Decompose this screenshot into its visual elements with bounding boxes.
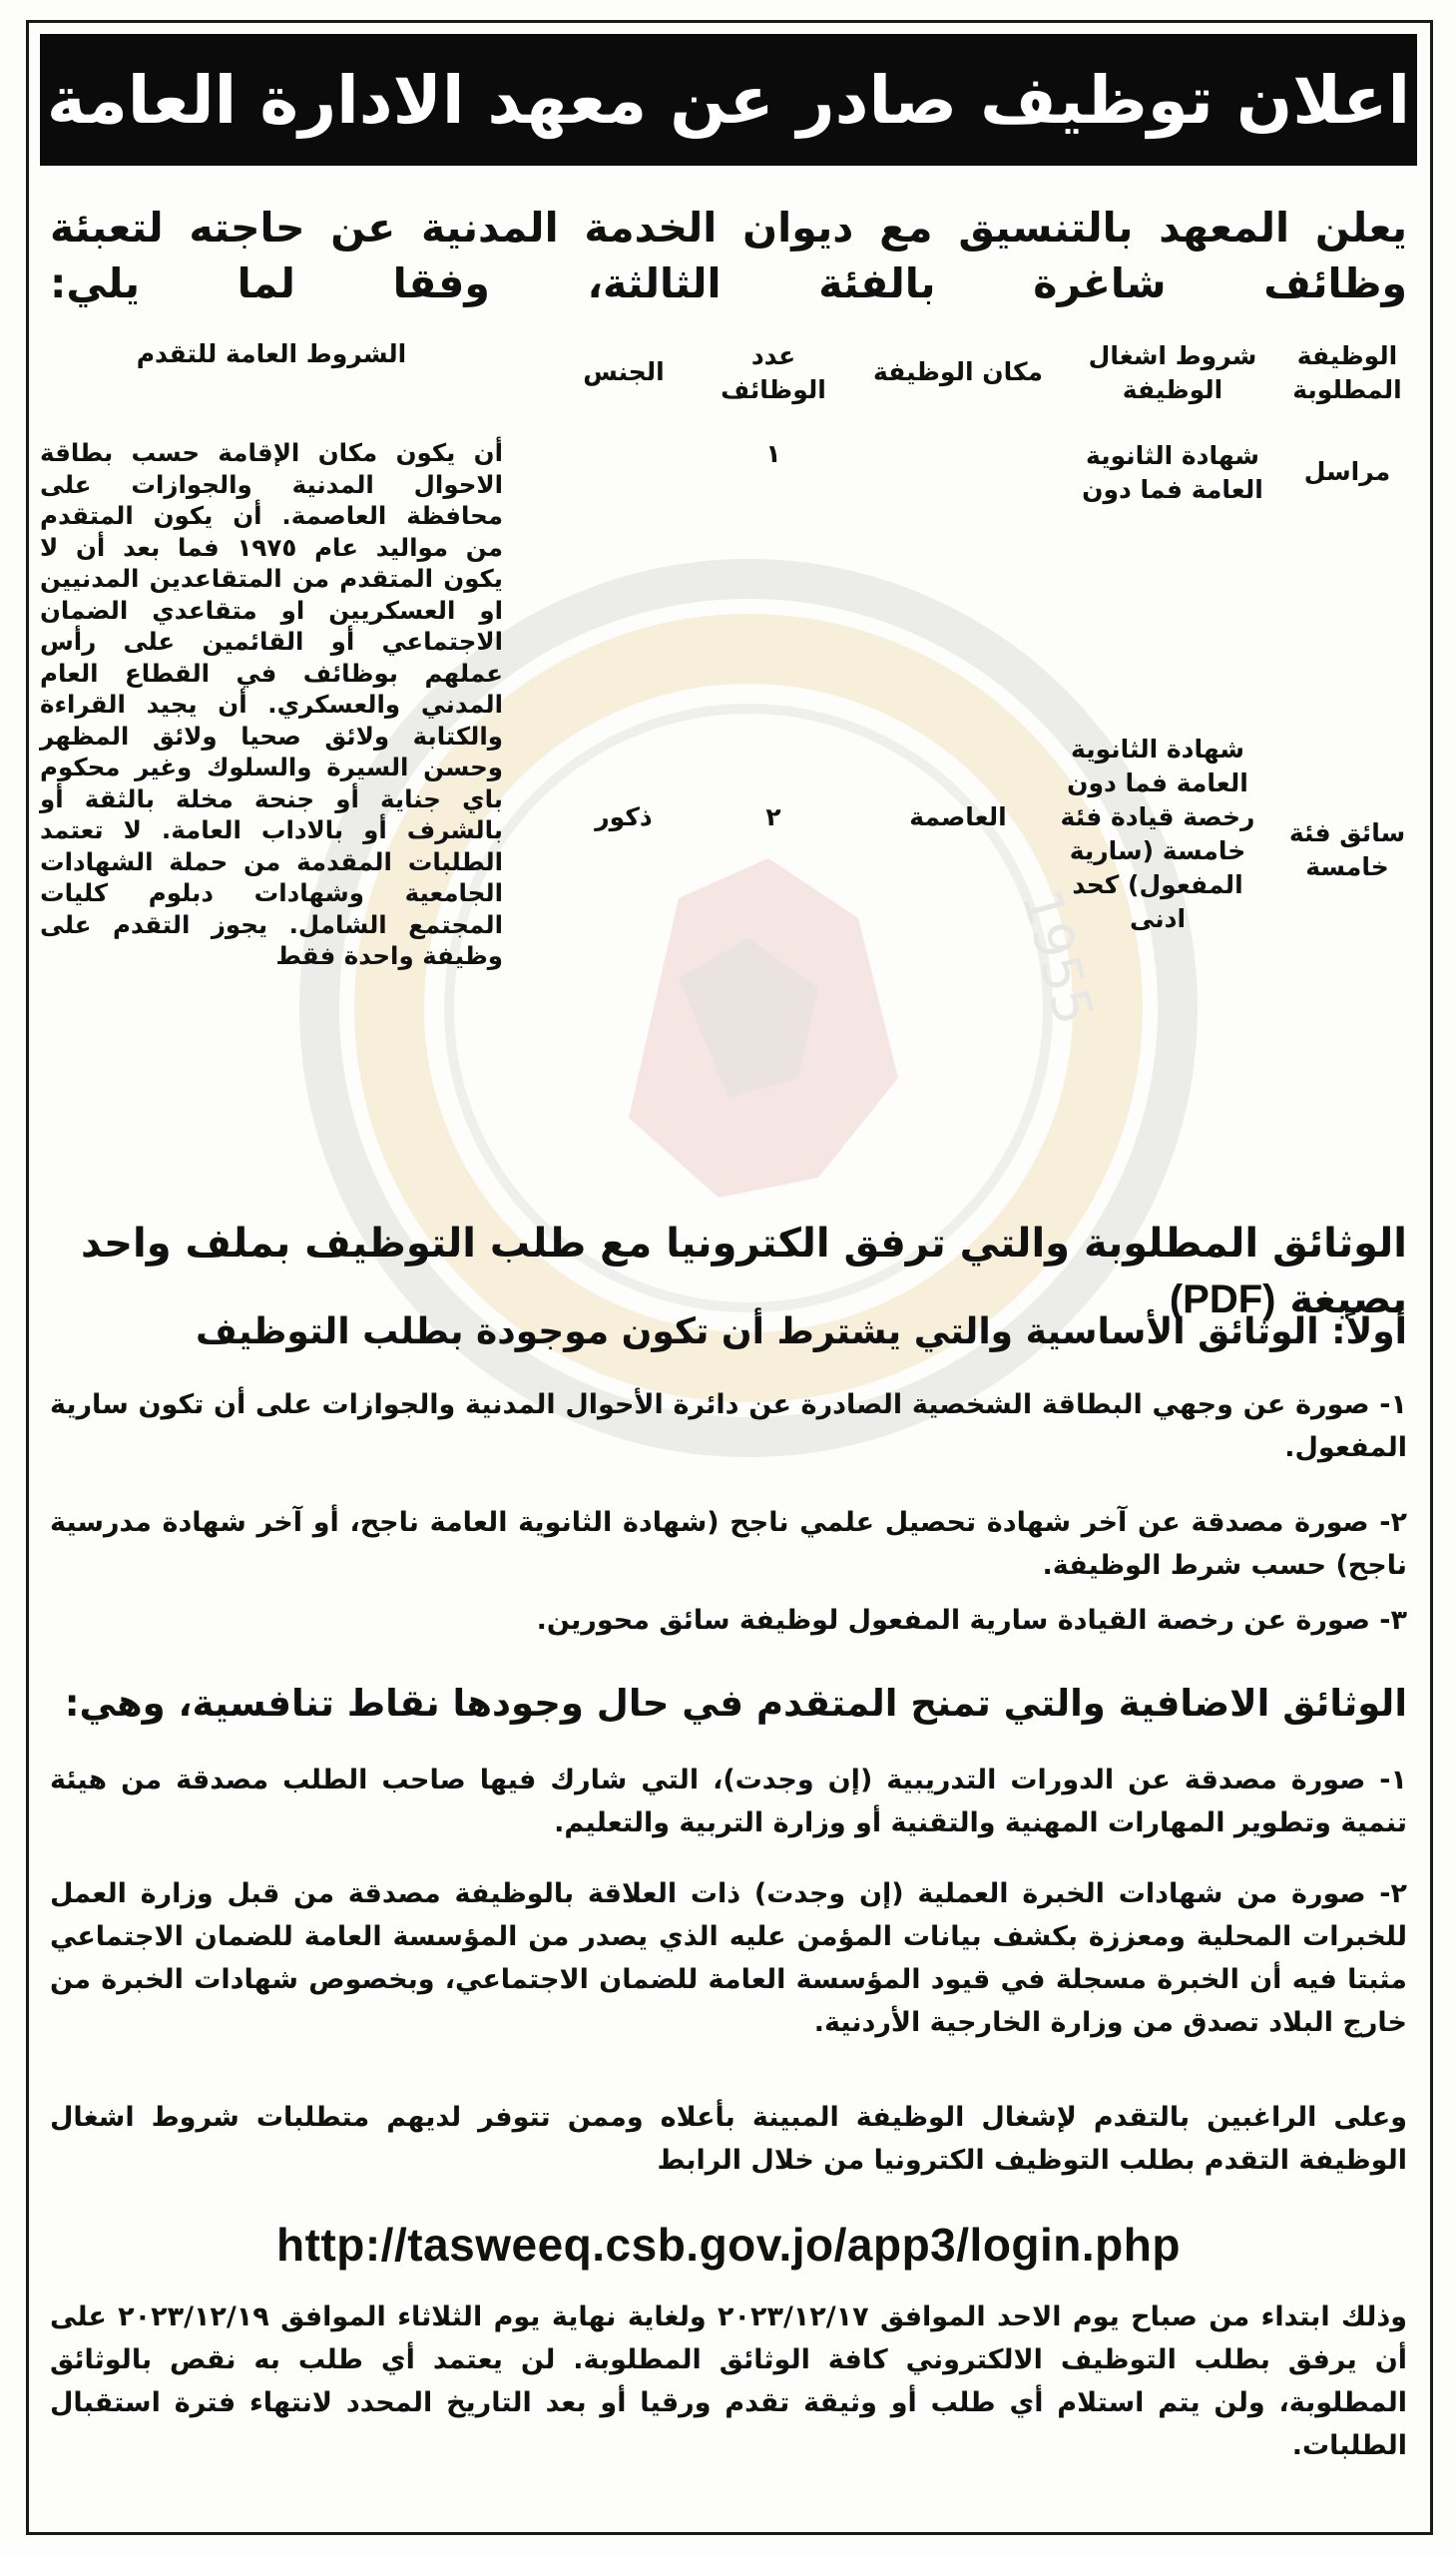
row2-job: سائق فئة خامسة bbox=[1288, 818, 1406, 881]
basic-documents-title: أولاً: الوثائق الأساسية والتي يشترط أن تكون موجودة بطلب التوظيف bbox=[195, 1311, 1407, 1352]
application-link[interactable]: http://tasweeq.csb.gov.jo/app3/login.php bbox=[276, 2219, 1181, 2271]
additional-documents-title: الوثائق الاضافية والتي تمنح المتقدم في حال وجودها نقاط تنافسية، وهي: bbox=[64, 1682, 1407, 1725]
header-requirements: شروط اشغال الوظيفة bbox=[1088, 341, 1257, 404]
additional-document-1: ١- صورة مصدقة عن الدورات التدريبية (إن وجدت)، التي شارك فيها صاحب الطلب مصدقة من هيئة تنمية وتطوير المهارات المهنية والتقنية أو وزارة التربية والتعليم. bbox=[50, 1765, 1407, 1838]
seal-year: 1955 bbox=[1009, 882, 1107, 1032]
general-conditions-text: أن يكون مكان الإقامة حسب بطاقة الاحوال المدنية والجوازات على محافظة العاصمة. أن يكون المتقدم من مواليد عام ١٩٧٥ فما بعد أن لا يكون المتقدم من المتقاعدين المدنيين او العسكريين او متقاعدي الضمان الاجتماعي أو القائمين على رأس عملهم بوظائف في القطاع العام المدني والعسكري. أن يجيد القراءة والكتابة ولائق صحيا ولائق المظهر وحسن السيرة والسلوك وغير محكوم باي جناية أو جنحة مخلة بالثقة أو بالشرف أو بالاداب العامة. لا تعتمد الطلبات المقدمة من حملة الشهادات الجامعية وشهادات دبلوم كليات المجتمع الشامل. يجوز التقدم على وظيفة واحدة فقط bbox=[40, 438, 503, 970]
required-documents-title-text: الوثائق المطلوبة والتي ترفق الكترونيا مع طلب التوظيف بملف واحد بصيغة bbox=[81, 1221, 1407, 1322]
header-count: عدد الوظائف bbox=[721, 341, 826, 404]
header-location: مكان الوظيفة bbox=[873, 357, 1043, 386]
intro-paragraph: يعلن المعهد بالتنسيق مع ديوان الخدمة المدنية عن حاجته لتعبئة وظائف شاغرة بالفئة الثالثة، وفقا لما يلي: bbox=[50, 204, 1407, 307]
row1-requirements: شهادة الثانوية العامة فما دون bbox=[1082, 441, 1263, 504]
basic-document-1: ١- صورة عن وجهي البطاقة الشخصية الصادرة عن دائرة الأحوال المدنية والجوازات على أن تكون سارية المفعول. bbox=[50, 1389, 1407, 1463]
application-instructions: وعلى الراغبين بالتقدم لإشغال الوظيفة المبينة بأعلاه وممن تتوفر لديهم متطلبات شروط اشغال الوظيفة التقدم بطلب التوظيف الكترونيا من خلال الرابط bbox=[50, 2102, 1407, 2176]
basic-document-3: ٣- صورة عن رخصة القيادة سارية المفعول لوظيفة سائق محورين. bbox=[536, 1605, 1407, 1636]
row2-gender: ذكور bbox=[595, 802, 653, 831]
header-job: الوظيفة المطلوبة bbox=[1292, 341, 1402, 404]
jobs-table bbox=[40, 339, 1417, 1198]
announcement-title: اعلان توظيف صادر عن معهد الادارة العامة bbox=[40, 34, 1417, 166]
header-gender: الجنس bbox=[583, 357, 665, 386]
closing-paragraph: وذلك ابتداء من صباح يوم الاحد الموافق ٢٠٢٣/١٢/١٧ ولغاية نهاية يوم الثلاثاء الموافق ٢٠٢٣/١٢/١٩ على أن يرفق بطلب التوظيف الالكتروني كافة الوثائق المطلوبة. لن يعتمد أي طلب به نقص بالوثائق المطلوبة، ولن يتم استلام أي طلب أو وثيقة تقدم ورقيا أو بعد التاريخ المحدد لانتهاء فترة استقبال الطلبات. bbox=[50, 2301, 1407, 2461]
row2-count: ٢ bbox=[765, 802, 781, 831]
header-general-conditions: الشروط العامة للتقدم bbox=[136, 339, 407, 368]
row1-job: مراسل bbox=[1303, 457, 1391, 486]
additional-document-2: ٢- صورة من شهادات الخبرة العملية (إن وجدت) ذات العلاقة بالوظيفة مصدقة من قبل وزارة العمل للخبرات المحلية ومعززة بكشف بيانات المؤمن عليه الذي يصدر من المؤسسة العامة للضمان الاجتماعي مثبتا فيه أن الخبرة مسجلة في قيود المؤسسة العامة للضمان الاجتماعي، وبخصوص شهادات الخبرة من خارج البلاد تصدق من وزارة الخارجية الأردنية. bbox=[50, 1878, 1407, 2038]
basic-document-2: ٢- صورة مصدقة عن آخر شهادة تحصيل علمي ناجح (شهادة الثانوية العامة ناجح، أو آخر شهادة مدرسية ناجح) حسب شرط الوظيفة. bbox=[50, 1507, 1407, 1581]
row1-count: ١ bbox=[765, 439, 781, 468]
row2-location: العاصمة bbox=[909, 802, 1007, 831]
row2-requirements: شهادة الثانوية العامة فما دون رخصة قيادة فئة خامسة (سارية المفعول) كحد ادنى bbox=[1060, 735, 1255, 933]
pdf-format-label: (PDF) bbox=[1169, 1278, 1276, 1321]
